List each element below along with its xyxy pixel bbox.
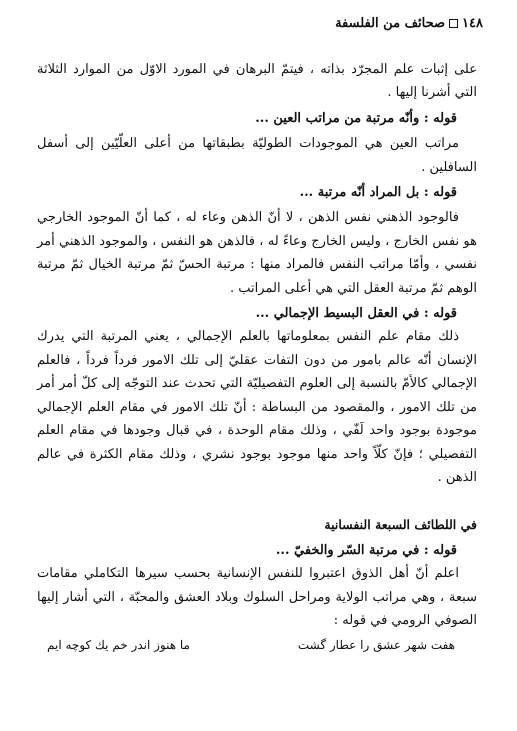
paragraph-4: ذلك مقام علم النفس بمعلوماتها بالعلم الإجمالي ، يعني المرتبة التي يدرك الإنسان أنّه عالم بامور من دون التفات عقليّ إلى تلك الامور فرداً فرداً ، فالعلم الإجمالي كالأمّ بالنسبة إلى العلوم التفصيليّة التي تحدث عند التوجّه إلى كلّ أمر أمر من تلك الامور ، والمقصود من البساطة : أنّ تلك الامور في مقام العلم الإجمالي موجودة بوجود واحد لَفّي ، وذلك مقام الوحدة ، في قبال وجودها في مقام العلم التفصيلي ؛ فإنّ كلّاً واحد منها موجود بوجود نشري ، وذلك مقام الكثرة في عالم الذهن .: [37, 329, 477, 485]
quote-label: قوله :: [423, 185, 457, 201]
paragraph-3: فالوجود الذهني نفس الذهن ، لا أنّ الذهن وعاء له ، كما أنّ الموجود الخارجي هو نفس الخارج ، وليس الخارج وعاءً له ، فالذهن هو النفس ، والموجود الذهني أمر نفسي ، وأمّا مراتب النفس فالمراد منها : مرتبة الحسّ ثمّ مرتبة الخيال ثمّ مرتبة الوهم ثمّ مرتبة العقل التي هي أعلى المراتب .: [37, 210, 477, 296]
paragraph-5: اعلم أنّ أهل الذوق اعتبروا للنفس الإنسانية بحسب سيرها التكاملي مقامات سبعة ، وهي مراتب الولاية ومراحل السلوك وبلاد العشق والمحبّة ، التي أشار إليها الصوفي الرومي في قوله :: [37, 566, 477, 628]
paragraph-1: على إثبات علم المجرّد بذاته ، فيتمّ البرهان في المورد الاوّل من الموارد الثلاثة التي أشرنا إليها .: [37, 62, 477, 101]
quote-text: وأنّه مرتبة من مراتب العين ...: [255, 110, 420, 126]
quote-label: قوله :: [423, 306, 457, 322]
section-title: في اللطائف السبعة النفسانية: [324, 517, 477, 533]
quote-heading-3: [37, 302, 477, 325]
paragraph-2: مراتب العين هي الموجودات الطوليّة بطبقاتها من أعلى العلّيّين إلى أسفل السافلين .: [37, 136, 477, 175]
quote-heading-1: [37, 107, 477, 130]
square-ornament-icon: [449, 19, 458, 28]
quote-heading-2: [37, 181, 477, 204]
quote-text: في مرتبة السّر والخفيّ ...: [275, 542, 420, 558]
poem-verse: [37, 634, 477, 657]
verse-hemistich-second: ما هنوز اندر خم يك كوچه ايم: [47, 638, 190, 653]
quote-label: قوله :: [423, 542, 457, 558]
quote-label: قوله :: [423, 110, 457, 126]
running-header: [335, 16, 483, 31]
page-body: [37, 58, 477, 658]
verse-hemistich-first: هفت شهر عشق را عطار گشت: [297, 638, 455, 653]
quote-heading-4: [37, 539, 477, 562]
page-number: ١٤٨: [462, 16, 483, 31]
quote-text: بل المراد أنّه مرتبة ...: [299, 185, 420, 201]
book-title: صحائف من الفلسفة: [335, 16, 446, 31]
quote-text: في العقل البسيط الإجمالي ...: [255, 306, 420, 322]
